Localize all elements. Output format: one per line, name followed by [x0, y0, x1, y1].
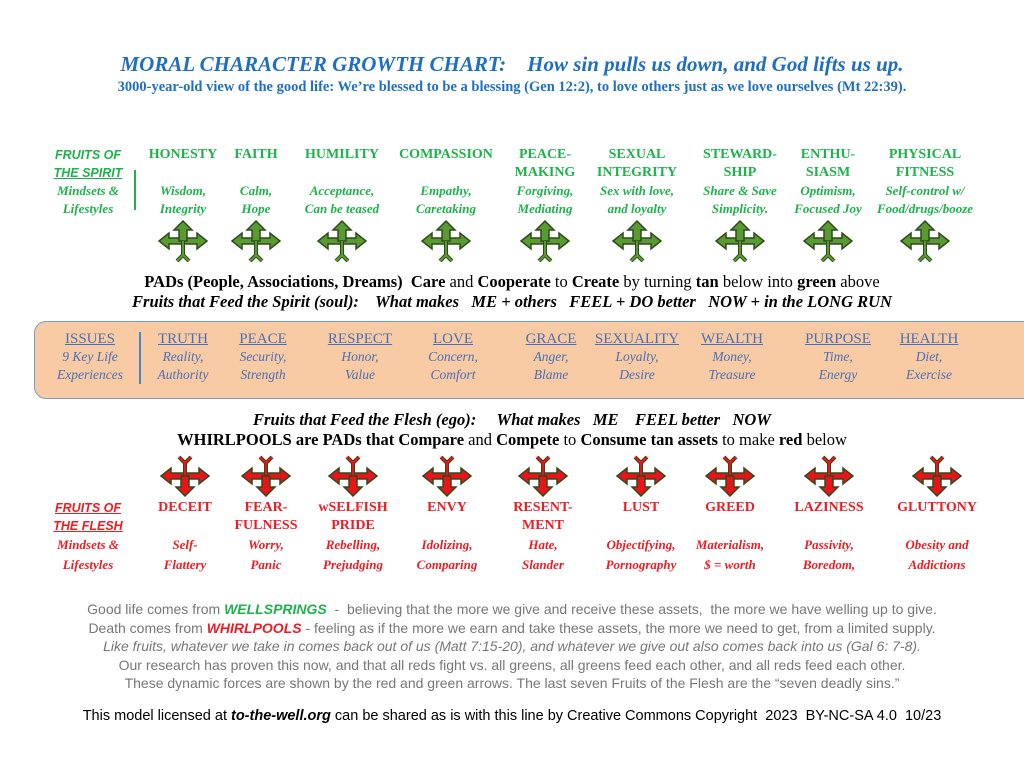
pads-text-5: below into — [718, 272, 798, 291]
pads-text-6: above — [836, 272, 880, 291]
flesh-fruit-desc: Passivity, — [804, 537, 854, 552]
issue-item — [864, 330, 994, 384]
whirlpools-term: WHIRLPOOLS — [206, 619, 302, 636]
issue-name: PEACE — [239, 331, 287, 347]
whirl-text-4: to make — [717, 430, 779, 449]
red-arrow-icon — [421, 455, 473, 497]
green-arrow-icon — [420, 220, 472, 262]
flesh-fruit-name: FEAR- — [244, 500, 288, 515]
spirit-fruit-desc: Sex with love, — [599, 183, 675, 198]
issue-name: TRUTH — [158, 331, 208, 347]
green-arrow-icon — [611, 220, 663, 262]
spirit-fruit-name: SEXUAL — [608, 147, 666, 162]
red-arrow-icon — [803, 455, 855, 497]
flesh-fruit-desc: Obesity and — [905, 537, 969, 552]
footer-line-5: These dynamic forces are shown by the red and green arrows. The last seven Fruits of the Flesh are the “seven deadly sins.” — [124, 675, 900, 691]
issue-desc-2: Strength — [240, 367, 286, 382]
issue-desc: Time, — [823, 349, 853, 364]
spirit-fruit-name-2: SHIP — [723, 165, 757, 180]
flesh-fruit-name-2 — [872, 517, 1002, 535]
whirl-text-2: and — [464, 430, 497, 449]
flesh-fruit-desc: Self- — [172, 537, 198, 552]
green-arrow-icon — [714, 220, 766, 262]
pads-cooperate: Cooperate — [477, 272, 551, 291]
spirit-fruit-desc-2: Mediating — [517, 201, 573, 216]
spirit-fruit-desc: Self-control w/ — [885, 183, 965, 198]
flesh-fruit-desc-2: Prejudging — [323, 557, 383, 572]
whirlpools-line — [0, 430, 1024, 450]
spirit-fruit-desc: Empathy, — [420, 183, 472, 198]
spirit-fruit-name: HONESTY — [148, 147, 218, 162]
issue-desc-2: Value — [345, 367, 375, 382]
flesh-fruit-name: ENVY — [427, 500, 467, 515]
issue-desc-2: Treasure — [708, 367, 756, 382]
issue-desc: Security, — [239, 349, 287, 364]
issue-name: PURPOSE — [805, 331, 871, 347]
spirit-fruit-desc: Calm, — [239, 183, 273, 198]
issue-desc-2: Energy — [818, 367, 858, 382]
pads-line — [0, 272, 1024, 292]
flesh-fruit-desc-2: Flattery — [163, 557, 207, 572]
flesh-fruit-desc: Materialism, — [695, 537, 765, 552]
spirit-fruit-desc-2: Caretaking — [416, 201, 476, 216]
footer-l2-rest: - feeling as if the more we earn and take these assets, the more we need to get, from a limited supply. — [301, 619, 936, 636]
issue-desc: Diet, — [915, 349, 943, 364]
green-arrow-icon — [157, 220, 209, 262]
flesh-fruit-desc-2: Panic — [250, 557, 282, 572]
spirit-heading-line1: FRUITS OF — [55, 148, 121, 162]
flesh-fruit — [872, 499, 1002, 575]
issues-heading-title: ISSUES — [64, 331, 116, 347]
issue-name: WEALTH — [701, 331, 763, 347]
spirit-fruit-desc-2: Simplicity. — [711, 201, 769, 216]
issue-desc: Anger, — [533, 349, 569, 364]
flesh-fruit-name: DECEIT — [158, 500, 212, 515]
issue-name: GRACE — [525, 331, 577, 347]
spirit-sub-line1: Mindsets & — [57, 183, 119, 198]
whirl-text-1: WHIRLPOOLS are PADs that — [177, 430, 399, 449]
footer-l1-text: Good life comes from — [87, 601, 225, 617]
footer-paragraph — [0, 600, 1024, 693]
spirit-fruit-desc: Forgiving, — [516, 183, 574, 198]
pads-text-4: by turning — [619, 272, 696, 291]
spirit-fruit-name-2: FITNESS — [895, 165, 955, 180]
issue-name: SEXUALITY — [594, 331, 680, 347]
flesh-fruit-name-2: MENT — [522, 518, 564, 533]
flesh-fruit-name: RESENT- — [513, 500, 573, 515]
red-arrow-icon — [704, 455, 756, 497]
spirit-fruit-name-2: SIASM — [805, 165, 851, 180]
license-line — [0, 708, 1024, 724]
red-arrow-icon — [327, 455, 379, 497]
red-arrow-icon — [159, 455, 211, 497]
green-arrow-icon — [316, 220, 368, 262]
red-arrow-icon — [911, 455, 963, 497]
whirl-text-3: to — [559, 430, 581, 449]
red-arrow-icon — [517, 455, 569, 497]
flesh-fruit-desc: Worry, — [248, 537, 284, 552]
issue-desc-2: Comfort — [430, 367, 476, 382]
chart-title: MORAL CHARACTER GROWTH CHART: How sin pulls us down, and God lifts us up. — [120, 52, 904, 76]
green-arrow-icon — [802, 220, 854, 262]
flesh-fruit-desc-2: Addictions — [908, 557, 966, 572]
footer-line-3: Like fruits, whatever we take in comes back out of us (Matt 7:15-20), and whatever we give out also comes back into us (Gal 6: 7-8). — [103, 638, 921, 654]
whirl-compare: Compare — [398, 430, 465, 449]
spirit-fruit-desc-2: Focused Joy — [794, 201, 862, 216]
issue-desc-2: Desire — [619, 367, 655, 382]
issue-desc-2: Exercise — [906, 367, 952, 382]
pads-text-3: to — [550, 272, 572, 291]
flesh-fruit-desc: Hate, — [528, 537, 558, 552]
flesh-fruit-name: wSELFISH — [318, 500, 388, 515]
whirl-text-5: below — [802, 430, 847, 449]
issue-desc-2: Blame — [533, 367, 569, 382]
flesh-fruit-name: GREED — [705, 500, 755, 515]
flesh-fruit-desc-2: $ = worth — [704, 557, 756, 572]
flesh-fruit-desc-2: Slander — [522, 557, 564, 572]
flesh-sub-line1: Mindsets & — [57, 537, 119, 552]
spirit-sub-line2: Lifestyles — [62, 201, 114, 216]
footer-line-2 — [0, 619, 1024, 638]
issue-name: RESPECT — [327, 331, 393, 347]
red-arrow-icon — [240, 455, 292, 497]
spirit-fruit-name: STEWARD- — [703, 147, 777, 162]
green-arrow-icon — [230, 220, 282, 262]
license-link[interactable]: to-the-well.org — [231, 708, 331, 724]
flesh-fruit-desc: Objectifying, — [606, 537, 676, 552]
pads-text-1: PADs (People, Associations, Dreams) — [144, 272, 411, 291]
issues-sub-line1: 9 Key Life — [62, 349, 118, 364]
spirit-fruit-desc-2: and loyalty — [607, 201, 667, 216]
pads-green: green — [797, 272, 837, 291]
pads-tan: tan — [695, 272, 719, 291]
spirit-fruit-name-2: INTEGRITY — [596, 165, 678, 180]
flesh-fruit-desc-2: Pornography — [605, 557, 677, 572]
spirit-heading-line2: THE SPIRIT — [53, 166, 123, 180]
pads-create: Create — [571, 272, 620, 291]
spirit-fruit-name: ENTHU- — [800, 147, 856, 162]
flesh-fruit-name-2: PRIDE — [331, 518, 375, 533]
pads-text-2: and — [445, 272, 478, 291]
spirit-fruit-name: PEACE- — [518, 147, 572, 162]
spirit-fruit-name: COMPASSION — [399, 147, 493, 162]
spirit-line: Fruits that Feed the Spirit (soul): What makes ME + others FEEL + DO better NOW + in the LONG RUN — [132, 292, 892, 311]
issue-desc-2: Authority — [157, 367, 209, 382]
footer-line-4: Our research has proven this now, and that all reds fight vs. all greens, all greens feed each other, and all reds feed each other. — [118, 656, 906, 673]
spirit-fruit-name: HUMILITY — [305, 147, 379, 162]
flesh-fruit-name: LAZINESS — [794, 500, 864, 515]
wellsprings-term: WELLSPRINGS — [224, 601, 327, 617]
issue-desc: Reality, — [162, 349, 204, 364]
chart-subtitle: 3000-year-old view of the good life: We’re blessed to be a blessing (Gen 12:2), to love others just as we love ourselves (Mt 22:39). — [117, 79, 907, 95]
green-arrow-icon — [519, 220, 571, 262]
issue-name: HEALTH — [899, 331, 959, 347]
flesh-fruit-desc: Idolizing, — [421, 537, 473, 552]
flesh-fruit-desc: Rebelling, — [325, 537, 381, 552]
pads-care: Care — [410, 272, 446, 291]
license-text-2: can be shared as is with this line by Creative Commons Copyright 2023 BY-NC-SA 4.0 10/23 — [330, 708, 942, 724]
footer-l1-rest: - believing that the more we give and receive these assets, the more we have welling up to give. — [326, 601, 937, 617]
whirl-red: red — [778, 430, 803, 449]
spirit-fruit-name: PHYSICAL — [888, 147, 962, 162]
spirit-fruit-desc-2: Can be teased — [304, 201, 380, 216]
spirit-fruit-desc-2: Food/drugs/booze — [876, 201, 974, 216]
flesh-heading-line1: FRUITS OF — [55, 501, 121, 515]
flesh-fruit-name: LUST — [622, 500, 660, 515]
whirl-compete: Compete — [496, 430, 560, 449]
green-arrow-icon — [899, 220, 951, 262]
spirit-fruit-name-2: MAKING — [514, 165, 576, 180]
whirl-consume: Consume tan assets — [580, 430, 718, 449]
flesh-sub-line2: Lifestyles — [62, 557, 114, 572]
issue-desc: Money, — [712, 349, 752, 364]
red-arrow-icon — [615, 455, 667, 497]
flesh-fruit-desc-2: Boredom, — [802, 557, 856, 572]
flesh-fruit-name: GLUTTONY — [897, 500, 977, 515]
spirit-fruit-desc: Optimism, — [800, 183, 856, 198]
flesh-heading-line2: THE FLESH — [53, 519, 123, 533]
spirit-fruit-desc: Wisdom, — [159, 183, 207, 198]
spirit-fruit-desc: Share & Save — [703, 183, 777, 198]
spirit-fruit-desc-2: Integrity — [159, 201, 207, 216]
footer-l2-text: Death comes from — [88, 619, 207, 636]
license-text-1: This model licensed at — [82, 708, 231, 724]
issue-desc: Loyalty, — [615, 349, 659, 364]
flesh-fruit-desc-2: Comparing — [416, 557, 478, 572]
spirit-fruit-name: FAITH — [234, 147, 278, 162]
issue-name: LOVE — [433, 331, 473, 347]
flesh-fruit-name-2: FULNESS — [234, 518, 298, 533]
flesh-line: Fruits that Feed the Flesh (ego): What makes ME FEEL better NOW — [253, 410, 771, 429]
issue-desc: Honor, — [341, 349, 379, 364]
issues-sub-line2: Experiences — [57, 367, 123, 382]
spirit-fruit — [860, 146, 990, 218]
spirit-fruit-desc: Acceptance, — [309, 183, 375, 198]
spirit-fruit-desc-2: Hope — [241, 201, 271, 216]
issue-desc: Concern, — [428, 349, 478, 364]
footer-line-1 — [0, 600, 1024, 619]
